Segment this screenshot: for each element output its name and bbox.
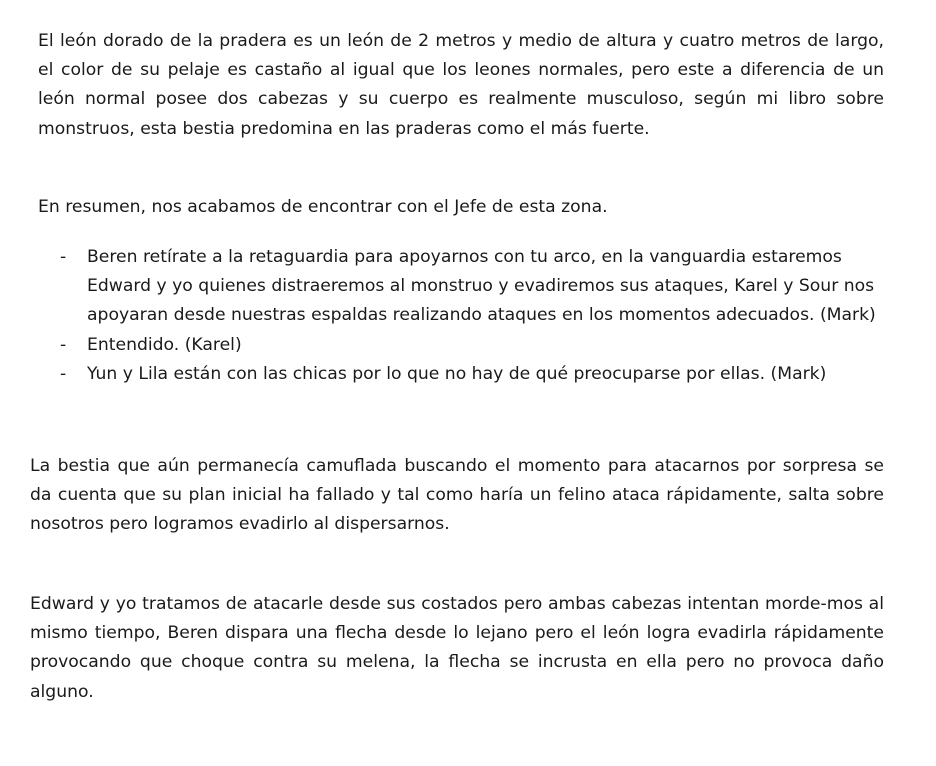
dialogue-dash: -	[60, 247, 67, 267]
dialogue-item	[38, 331, 884, 360]
paragraph-counterattack: Edward y yo tratamos de atacarle desde sus costados pero ambas cabezas intentan morde-mos al mismo tiempo, Beren dispara una flecha desde lo lejano pero el león logra evadirla rápidamente provocando que choque contra su melena, la flecha se incrusta en ella pero no provoca daño alguno.	[30, 594, 884, 702]
dialogue-text: Beren retírate a la retaguardia para apoyarnos con tu arco, en la vanguardia estaremos Edward y yo quienes distraeremos al monstruo y evadiremos sus ataques, Karel y Sour nos apoyaran desde nuestras espaldas realizando ataques en los momentos adecuados. (Mark)	[87, 247, 876, 326]
dialogue-list	[38, 243, 884, 389]
dialogue-item	[38, 360, 884, 389]
dialogue-item	[38, 243, 884, 331]
dialogue-dash: -	[60, 334, 67, 355]
dialogue-dash: -	[60, 363, 67, 384]
paragraph-summary: En resumen, nos acabamos de encontrar con el Jefe de esta zona.	[38, 197, 608, 217]
dialogue-text: Entendido. (Karel)	[87, 334, 242, 355]
paragraph-lion-description: El león dorado de la pradera es un león de 2 metros y medio de altura y cuatro metros de largo, el color de su pelaje es castaño al igual que los leones normales, pero este a diferencia de un león normal posee dos cabezas y su cuerpo es realmente musculoso, según mi libro sobre monstruos, esta bestia predomina en las praderas como el más fuerte.	[38, 31, 884, 139]
paragraph-beast-attack: La bestia que aún permanecía camuflada buscando el momento para atacarnos por sorpresa se da cuenta que su plan inicial ha fallado y tal como haría un felino ataca rápidamente, salta sobre nosotros pero logramos evadirlo al dispersarnos.	[30, 456, 884, 535]
dialogue-text: Yun y Lila están con las chicas por lo que no hay de qué preocuparse por ellas. (Mark)	[87, 363, 827, 384]
